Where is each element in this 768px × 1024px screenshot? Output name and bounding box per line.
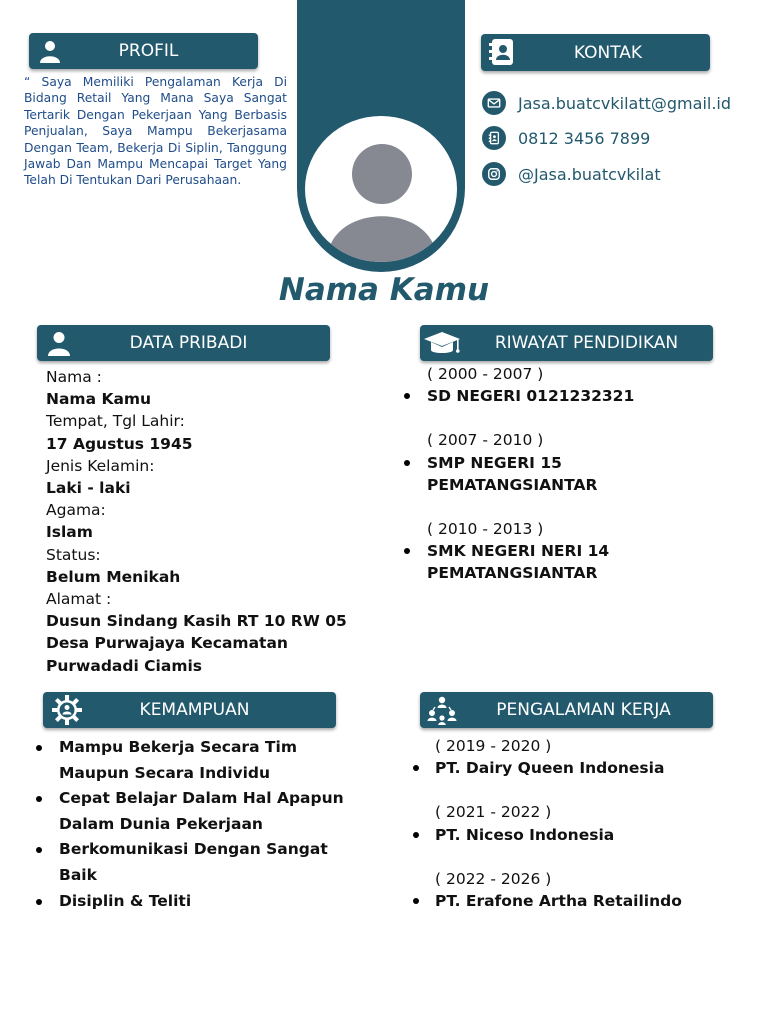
kontak-title: KONTAK [573, 42, 643, 63]
pendidikan-title: RIWAYAT PENDIDIKAN [494, 333, 679, 353]
skill-line-1: Cepat Belajar Dalam Hal Apapun [59, 789, 344, 808]
data-pribadi-list [46, 366, 347, 677]
jenis-kelamin-label: Jenis Kelamin: [46, 456, 155, 475]
profil-text: “ Saya Memiliki Pengalaman Kerja Di Bidang Retail Yang Mana Saya Sangat Tertarik Dengan Pekerjaan Yang Berbasis Penjualan, Saya Mampu Bekerjasama Dengan Team, Bekerja Di Siplin, Tanggung Jawab Dan Mampu Mencapai Target Yang Telah Di Tentukan Dari Perusahaan. [24, 75, 287, 188]
gear-icon [51, 694, 83, 726]
contact-instagram[interactable] [482, 162, 661, 186]
team-icon [426, 694, 458, 726]
kemampuan-header [43, 692, 336, 728]
avatar-placeholder-icon [305, 116, 457, 262]
company-name: PT. Erafone Artha Retailindo [435, 892, 682, 911]
phone-book-icon [482, 126, 506, 150]
school-name: SMP NEGERI 15 [427, 453, 562, 472]
list-item [400, 452, 730, 496]
jenis-kelamin-value: Laki - laki [46, 479, 131, 498]
skill-line-2: Dalam Dunia Pekerjaan [59, 814, 263, 833]
skill-line-1: Mampu Bekerja Secara Tim [59, 738, 297, 756]
skill-line-2: Maupun Secara Individu [59, 763, 271, 782]
pengalaman-header [420, 692, 713, 728]
school-name: SD NEGERI 0121232321 [427, 387, 635, 406]
kontak-header [481, 34, 710, 71]
contact-email-text: Jasa.buatcvkilatt@gmail.id [518, 93, 732, 113]
pendidikan-header [420, 325, 713, 361]
data-pribadi-title: DATA PRIBADI [129, 333, 248, 353]
list-item [34, 837, 364, 888]
list-item [410, 890, 740, 912]
school-name: SMK NEGERI NERI 14 [427, 542, 610, 561]
list-item [400, 540, 730, 584]
list-item [34, 735, 364, 786]
instagram-icon [482, 162, 506, 186]
profil-header [29, 33, 258, 69]
contact-email[interactable] [482, 91, 731, 115]
graduation-cap-icon [422, 329, 462, 359]
ttl-value: 17 Agustus 1945 [46, 434, 193, 453]
alamat-line-1: Dusun Sindang Kasih RT 10 RW 05 [46, 612, 347, 631]
nama-label: Nama : [46, 368, 102, 386]
pendidikan-years: ( 2007 - 2010 ) [427, 431, 544, 450]
address-book-icon [489, 38, 515, 66]
avatar [305, 116, 457, 262]
page-title: Nama Kamu [278, 272, 490, 308]
pengalaman-list [410, 735, 740, 912]
email-icon [482, 91, 506, 115]
list-item [34, 786, 364, 837]
alamat-line-3: Purwadadi Ciamis [46, 656, 203, 675]
skill-line-1: Disiplin & Teliti [59, 891, 192, 910]
work-years: ( 2021 - 2022 ) [435, 803, 552, 822]
kemampuan-list [34, 735, 364, 914]
nama-value: Nama Kamu [46, 390, 152, 409]
pengalaman-title: PENGALAMAN KERJA [496, 700, 671, 720]
kemampuan-title: KEMAMPUAN [139, 700, 250, 720]
work-years: ( 2022 - 2026 ) [435, 869, 552, 888]
agama-label: Agama: [46, 501, 106, 520]
alamat-line-2: Desa Purwajaya Kecamatan [46, 634, 288, 653]
alamat-label: Alamat : [46, 590, 112, 609]
ttl-label: Tempat, Tgl Lahir: [46, 412, 185, 431]
school-city: PEMATANGSIANTAR [427, 564, 598, 583]
company-name: PT. Dairy Queen Indonesia [435, 759, 665, 778]
contact-phone-text: 0812 3456 7899 [518, 128, 651, 148]
person-icon [46, 330, 72, 356]
data-pribadi-header [37, 325, 330, 361]
list-item [400, 385, 730, 407]
pendidikan-list [400, 363, 730, 585]
profil-title: PROFIL [118, 41, 179, 61]
school-city: PEMATANGSIANTAR [427, 475, 598, 494]
pendidikan-years: ( 2010 - 2013 ) [427, 520, 544, 539]
contact-phone[interactable] [482, 126, 650, 150]
person-icon [38, 39, 62, 63]
list-item [34, 889, 364, 915]
status-label: Status: [46, 545, 101, 564]
list-item [410, 824, 740, 846]
agama-value: Islam [46, 523, 93, 542]
skill-line-1: Berkomunikasi Dengan Sangat Baik [59, 840, 328, 884]
pendidikan-years: ( 2000 - 2007 ) [427, 365, 544, 383]
work-years: ( 2019 - 2020 ) [435, 737, 552, 755]
company-name: PT. Niceso Indonesia [435, 825, 615, 844]
status-value: Belum Menikah [46, 567, 181, 586]
contact-instagram-text: @Jasa.buatcvkilat [518, 164, 661, 184]
list-item [410, 757, 740, 779]
